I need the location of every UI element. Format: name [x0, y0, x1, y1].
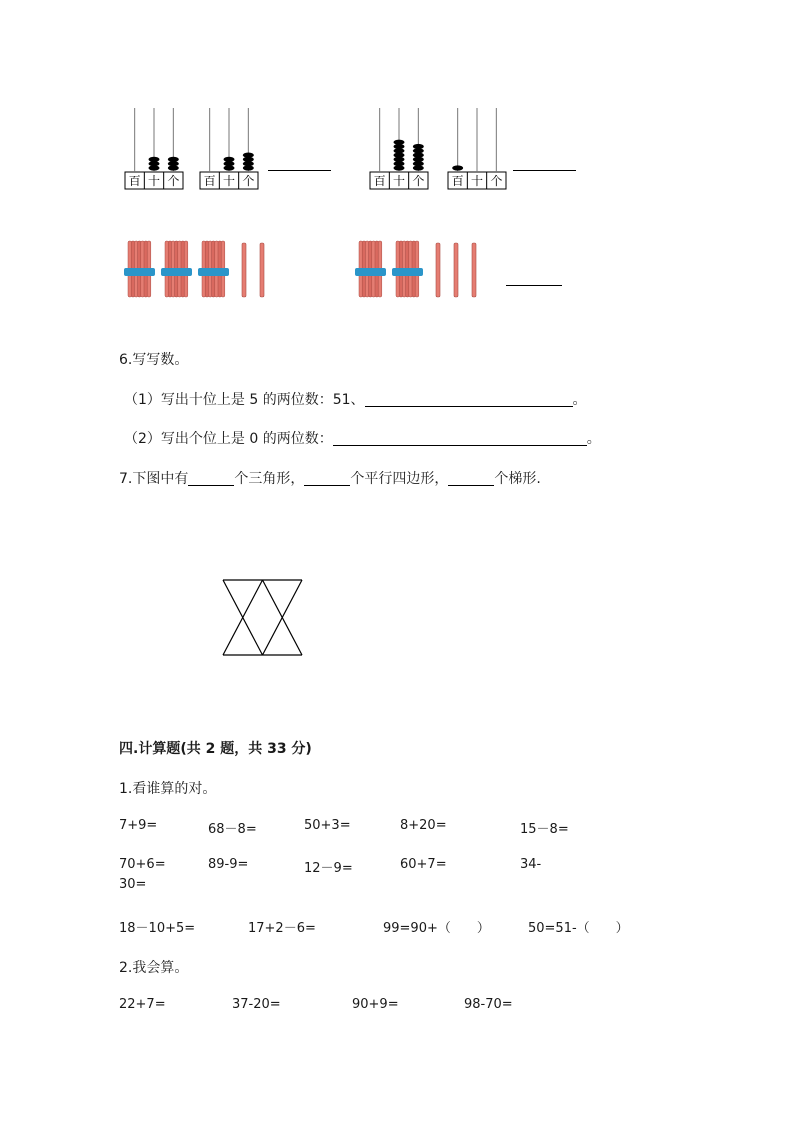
single-stick: [436, 243, 440, 297]
single-stick: [260, 243, 264, 297]
sticks-answer-blank[interactable]: [506, 285, 562, 286]
equation: 8+20=: [400, 818, 447, 833]
section-4-heading: 四.计算题(共 2 题，共 33 分): [119, 741, 312, 757]
stick-bundle: [355, 241, 386, 297]
abacus-bead: [224, 157, 235, 162]
abacus-place-label: 个: [242, 174, 255, 188]
stick-bundle: [124, 241, 155, 297]
abacus-place-label: 十: [470, 174, 484, 188]
abacus-bead: [413, 144, 424, 149]
equation: 68－8=: [208, 822, 257, 837]
q6-item1-blank[interactable]: [365, 392, 573, 407]
q7-part1: 7.下图中有: [119, 471, 189, 487]
bundle-band: [198, 268, 229, 276]
bundle-band: [124, 268, 155, 276]
abacus: [448, 108, 506, 189]
abacus-bead: [394, 140, 405, 145]
single-stick: [242, 243, 246, 297]
abacus-bead: [149, 157, 160, 162]
q6-item1-suffix: 。: [572, 392, 587, 408]
q6-item2-suffix: 。: [586, 431, 601, 447]
q6-item2-prefix: （2）写出个位上是 0 的两位数：: [124, 431, 333, 447]
abacus-bead: [452, 165, 463, 170]
calc-q2-title: 2.我会算。: [119, 960, 189, 976]
stick-bundle: [161, 241, 192, 297]
equation: 50=51-（ ）: [528, 921, 629, 936]
equation: 18－10+5=: [119, 921, 196, 936]
abacus-place-label: 十: [147, 174, 161, 188]
abacus-bead: [243, 153, 254, 158]
bundle-band: [392, 268, 423, 276]
abacus: [125, 108, 183, 189]
stick-bundle: [198, 241, 229, 297]
abacus-place-label: 百: [373, 174, 386, 188]
counting-sticks-row: [0, 235, 794, 305]
equation: 70+6=: [119, 857, 166, 872]
equation: 22+7=: [119, 997, 166, 1012]
abacus-place-label: 百: [451, 174, 464, 188]
abacus-place-label: 十: [392, 174, 406, 188]
abacus-place-label: 个: [167, 174, 180, 188]
equation: 60+7=: [400, 857, 447, 872]
single-stick: [454, 243, 458, 297]
equation: 12－9=: [304, 861, 353, 876]
abacus-place-label: 十: [222, 174, 236, 188]
abacus-row: [0, 100, 794, 195]
abacus-answer-blank-1[interactable]: [268, 170, 331, 171]
single-stick: [472, 243, 476, 297]
q7-text: [119, 468, 541, 488]
abacus-place-label: 个: [490, 174, 503, 188]
abacus-place-label: 百: [128, 174, 141, 188]
q7-parallelogram-blank[interactable]: [304, 471, 350, 486]
equation: 98-70=: [464, 997, 513, 1012]
abacus-place-label: 个: [412, 174, 425, 188]
abacus-place-label: 百: [203, 174, 216, 188]
calc-q1-title: 1.看谁算的对。: [119, 781, 217, 797]
q7-trapezoid-blank[interactable]: [448, 471, 494, 486]
q7-part3: 个平行四边形，: [350, 471, 449, 487]
q7-part2: 个三角形，: [234, 471, 305, 487]
stick-bundle: [392, 241, 423, 297]
equation: 99=90+（ ）: [383, 921, 490, 936]
equation: 15－8=: [520, 822, 569, 837]
equation: 50+3=: [304, 818, 351, 833]
bundle-band: [161, 268, 192, 276]
bundle-band: [355, 268, 386, 276]
q6-item1-prefix: （1）写出十位上是 5 的两位数：51、: [124, 392, 365, 408]
equation: 90+9=: [352, 997, 399, 1012]
sticks-group: [355, 241, 476, 297]
abacus: [370, 108, 428, 189]
q7-part4: 个梯形.: [494, 471, 541, 487]
equation-wrap: 30=: [119, 877, 147, 892]
q6-item-2: [124, 428, 601, 448]
geometry-figure: [218, 575, 308, 661]
abacus: [200, 108, 258, 189]
equation: 7+9=: [119, 818, 158, 833]
abacus-answer-blank-2[interactable]: [513, 170, 576, 171]
equation: 37-20=: [232, 997, 281, 1012]
sticks-group: [124, 241, 264, 297]
q6-title: 6.写写数。: [119, 352, 189, 368]
equation: 17+2－6=: [248, 921, 316, 936]
q6-item-1: [124, 389, 587, 409]
equation: 34-: [520, 857, 542, 872]
q7-triangle-blank[interactable]: [188, 471, 234, 486]
abacus-bead: [168, 157, 179, 162]
q6-item2-blank[interactable]: [333, 431, 587, 446]
equation: 89-9=: [208, 857, 249, 872]
